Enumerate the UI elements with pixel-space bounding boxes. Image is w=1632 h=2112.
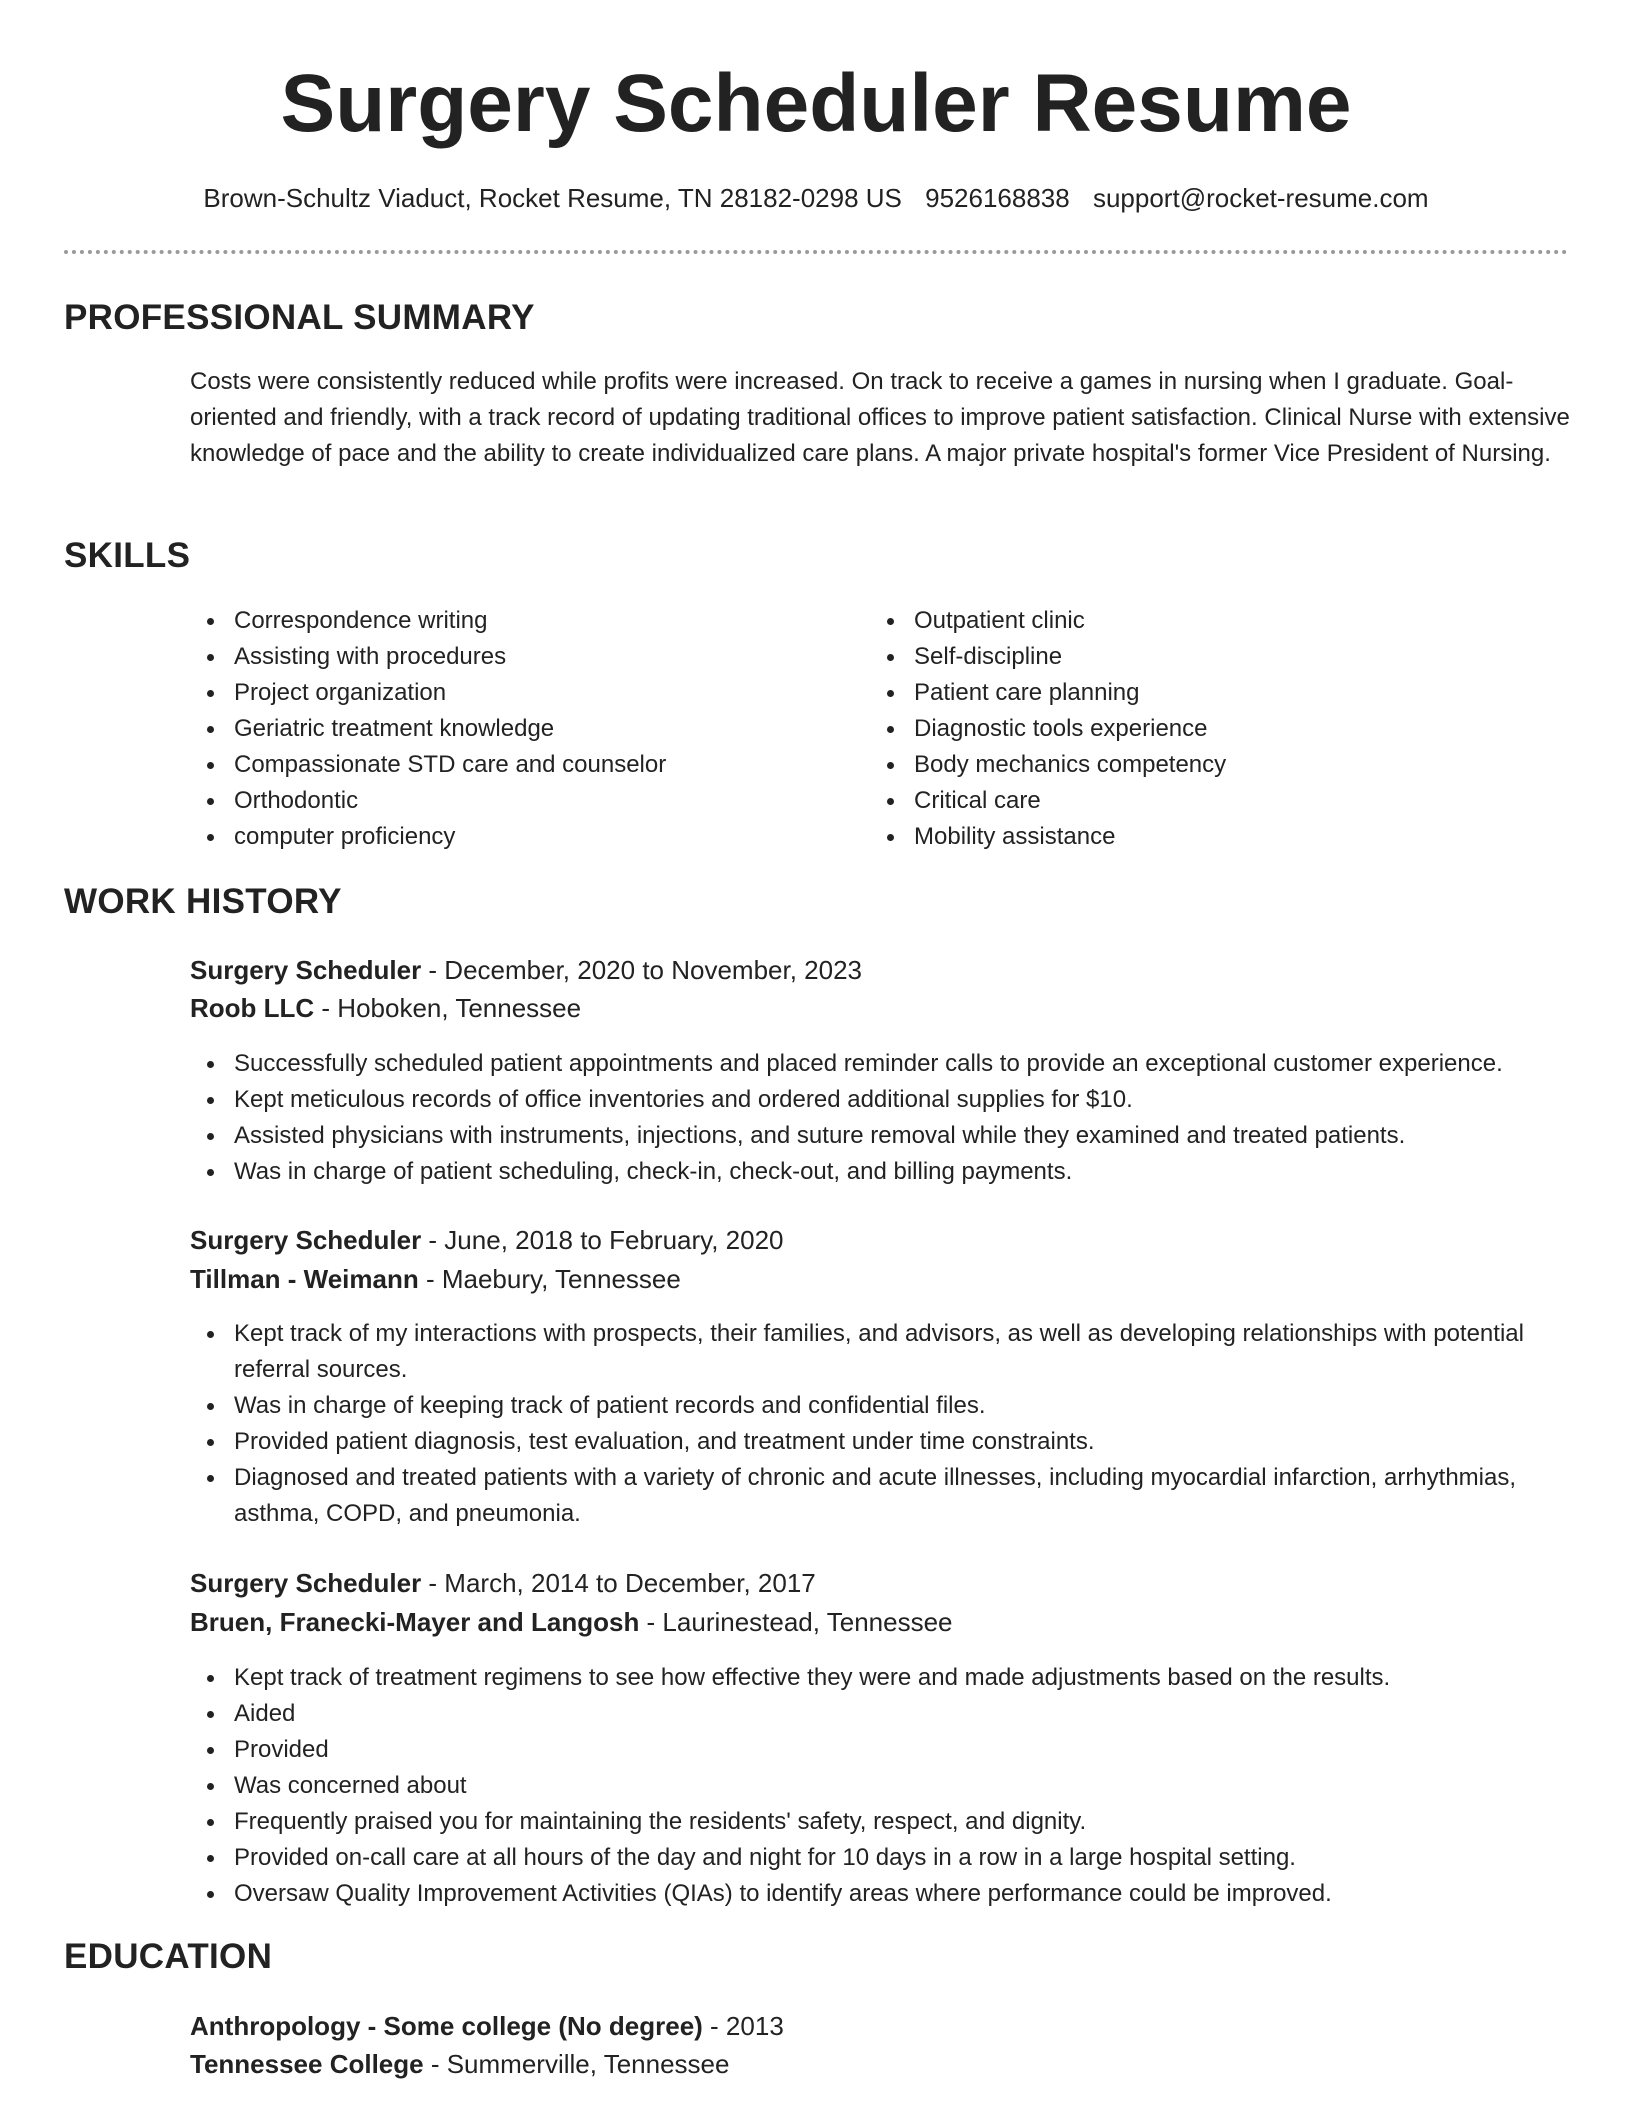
job-title-line — [190, 952, 862, 988]
job-bullet: Kept meticulous records of office inventories and ordered additional supplies for $10. — [190, 1082, 1580, 1118]
job-bullet: Was in charge of patient scheduling, check-in, check-out, and billing payments. — [190, 1154, 1580, 1190]
job-title: Surgery Scheduler — [190, 1568, 422, 1598]
skill-item: Critical care — [870, 783, 1510, 819]
job-bullet: Kept track of my interactions with prospects, their families, and advisors, as well as developing relationships with potential referral sources. — [190, 1316, 1580, 1388]
job-bullets — [190, 1660, 1580, 1912]
work-heading: WORK HISTORY — [64, 882, 342, 921]
job-title: Surgery Scheduler — [190, 1225, 422, 1255]
job-bullets — [190, 1046, 1580, 1190]
skill-item: Body mechanics competency — [870, 747, 1510, 783]
contact-address: Brown-Schultz Viaduct, Rocket Resume, TN 28182-0298 US — [203, 183, 902, 213]
skills-heading: SKILLS — [64, 536, 191, 575]
job-dates: - December, 2020 to November, 2023 — [421, 955, 863, 985]
job-company: Tillman - Weimann — [190, 1264, 419, 1294]
skill-item: Compassionate STD care and counselor — [190, 747, 830, 783]
header-divider — [64, 250, 1568, 254]
job-title-line — [190, 1565, 816, 1601]
skill-item: Mobility assistance — [870, 819, 1510, 855]
job-company-line — [190, 1604, 953, 1640]
education-location: - Summerville, Tennessee — [423, 2049, 730, 2079]
summary-heading: PROFESSIONAL SUMMARY — [64, 298, 535, 337]
education-degree-line — [190, 2008, 784, 2044]
skill-item: Project organization — [190, 675, 830, 711]
contact-info — [0, 180, 1632, 216]
job-bullets — [190, 1316, 1580, 1532]
skill-item: Outpatient clinic — [870, 603, 1510, 639]
job-location: - Hoboken, Tennessee — [314, 993, 582, 1023]
skill-item: Diagnostic tools experience — [870, 711, 1510, 747]
job-location: - Maebury, Tennessee — [418, 1264, 681, 1294]
job-company: Roob LLC — [190, 993, 315, 1023]
skill-item: Geriatric treatment knowledge — [190, 711, 830, 747]
job-dates: - March, 2014 to December, 2017 — [421, 1568, 816, 1598]
education-degree: Anthropology - Some college (No degree) — [190, 2011, 703, 2041]
education-year: - 2013 — [702, 2011, 784, 2041]
skill-item: Correspondence writing — [190, 603, 830, 639]
education-school: Tennessee College — [190, 2049, 424, 2079]
job-bullet: Provided patient diagnosis, test evaluation, and treatment under time constraints. — [190, 1424, 1580, 1460]
skill-item: Orthodontic — [190, 783, 830, 819]
job-bullet: Frequently praised you for maintaining the residents' safety, respect, and dignity. — [190, 1804, 1580, 1840]
skill-item: Patient care planning — [870, 675, 1510, 711]
job-bullet: Was concerned about — [190, 1768, 1580, 1804]
job-bullet: Provided — [190, 1732, 1580, 1768]
skill-item: computer proficiency — [190, 819, 830, 855]
skill-item: Assisting with procedures — [190, 639, 830, 675]
job-bullet: Successfully scheduled patient appointments and placed reminder calls to provide an exceptional customer experience. — [190, 1046, 1580, 1082]
job-bullet: Was in charge of keeping track of patient records and confidential files. — [190, 1388, 1580, 1424]
summary-text: Costs were consistently reduced while profits were increased. On track to receive a games in nursing when I graduate. Goal-oriented and friendly, with a track record of updating traditional offices to improve patient satisfaction. Clinical Nurse with extensive knowledge of pace and the ability to create individualized care plans. A major private hospital's former Vice President of Nursing. — [190, 368, 1570, 467]
contact-phone: 9526168838 — [925, 183, 1070, 213]
job-bullet: Oversaw Quality Improvement Activities (QIAs) to identify areas where performance could be improved. — [190, 1876, 1580, 1912]
job-bullet: Aided — [190, 1696, 1580, 1732]
job-title: Surgery Scheduler — [190, 955, 422, 985]
job-location: - Laurinestead, Tennessee — [639, 1607, 953, 1637]
education-school-line — [190, 2046, 729, 2082]
job-company-line — [190, 990, 581, 1026]
job-company: Bruen, Franecki-Mayer and Langosh — [190, 1607, 640, 1637]
job-bullet: Kept track of treatment regimens to see how effective they were and made adjustments based on the results. — [190, 1660, 1580, 1696]
skill-item: Self-discipline — [870, 639, 1510, 675]
job-title-line — [190, 1222, 784, 1258]
contact-email: support@rocket-resume.com — [1092, 183, 1429, 213]
job-bullet: Assisted physicians with instruments, injections, and suture removal while they examined and treated patients. — [190, 1118, 1580, 1154]
education-heading: EDUCATION — [64, 1937, 273, 1976]
page-title: Surgery Scheduler Resume — [280, 58, 1352, 149]
job-dates: - June, 2018 to February, 2020 — [421, 1225, 784, 1255]
job-bullet: Diagnosed and treated patients with a variety of chronic and acute illnesses, including myocardial infarction, arrhythmias, asthma, COPD, and pneumonia. — [190, 1460, 1580, 1532]
skills-list-right — [870, 603, 1510, 855]
job-bullet: Provided on-call care at all hours of the day and night for 10 days in a row in a large hospital setting. — [190, 1840, 1580, 1876]
job-company-line — [190, 1261, 681, 1297]
skills-list-left — [190, 603, 830, 855]
